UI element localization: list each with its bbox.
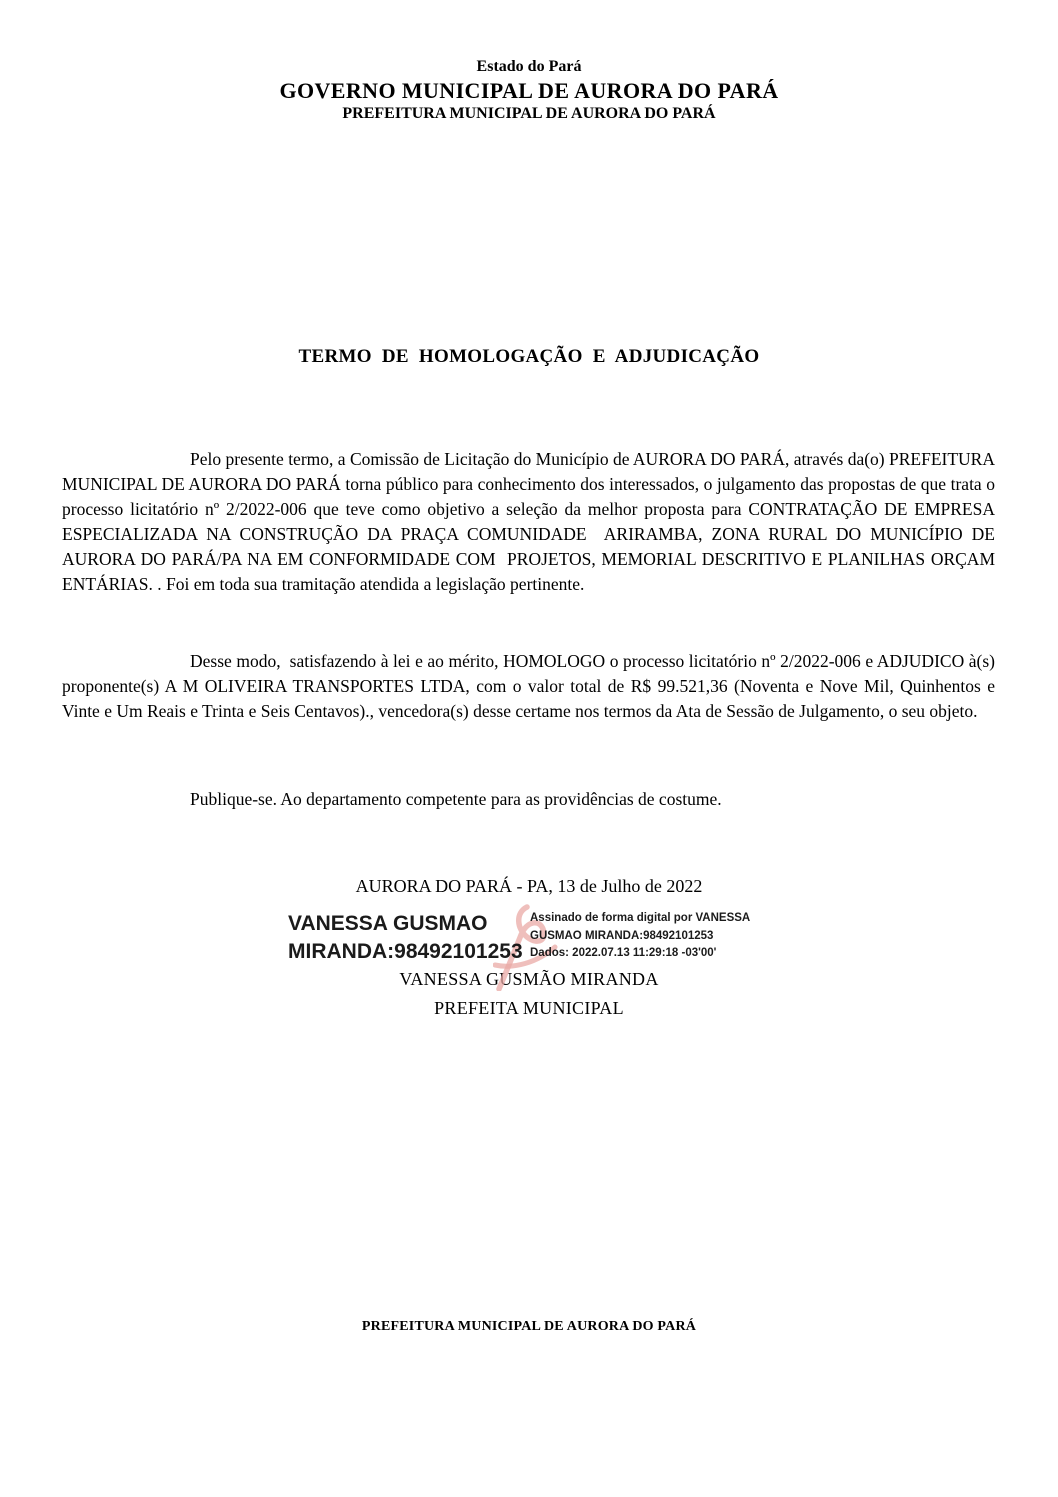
document-title: TERMO DE HOMOLOGAÇÃO E ADJUDICAÇÃO xyxy=(298,345,760,367)
paragraph-homologation: Desse modo, satisfazendo à lei e ao mérito, HOMOLOGO o processo licitatório nº 2/2022-006 e ADJUDICO à(s) proponente(s) A M OLIVEIRA TRANSPORTES LTDA, com o valor total de R$ 99.521,36 (Noventa e Nove Mil, Quinhentos e Vinte e Um Reais e Trinta e Seis Centavos)., vencedora(s) desse certame nos termos da Ata de Sessão de Julgamento, o seu objeto. xyxy=(62,651,1000,721)
paragraph-intro: Pelo presente termo, a Comissão de Licitação do Município de AURORA DO PARÁ, através da(o) PREFEITURA MUNICIPAL DE AURORA DO PARÁ torna público para conhecimento dos interessados, o julgamento das propostas de que trata o processo licitatório nº 2/2022-006 que teve como objetivo a seleção da melhor proposta para CONTRATAÇÃO DE EMPRESA ESPECIALIZADA NA CONSTRUÇÃO DA PRAÇA COMUNIDADE ARIRAMBA, ZONA RURAL DO MUNICÍPIO DE AURORA DO PARÁ/PA NA EM CONFORMIDADE COM PROJETOS, MEMORIAL DESCRITIVO E PLANILHAS ORÇAM ENTÁRIAS. . Foi em toda sua tramitação atendida a legislação pertinente. xyxy=(62,449,1000,594)
signature-details-line3: Dados: 2022.07.13 11:29:18 -03'00' xyxy=(530,947,717,959)
signature-certificate-name-line2: MIRANDA:98492101253 xyxy=(288,940,523,963)
letterhead-government: GOVERNO MUNICIPAL DE AURORA DO PARÁ xyxy=(279,78,779,103)
date-line: AURORA DO PARÁ - PA, 13 de Julho de 2022 xyxy=(355,876,703,896)
page-footer: PREFEITURA MUNICIPAL DE AURORA DO PARÁ xyxy=(361,1319,697,1334)
letterhead-state: Estado do Pará xyxy=(476,58,582,75)
signature-details xyxy=(530,910,750,963)
signature-details-line1: Assinado de forma digital por VANESSA xyxy=(530,912,751,924)
signer-role: PREFEITA MUNICIPAL xyxy=(434,998,624,1018)
signature-certificate-name xyxy=(288,910,523,966)
letterhead-prefecture: PREFEITURA MUNICIPAL DE AURORA DO PARÁ xyxy=(342,105,716,122)
letterhead xyxy=(0,57,1058,124)
paragraph-publish: Publique-se. Ao departamento competente para as providências de costume. xyxy=(190,789,722,809)
signature-details-line2: GUSMAO MIRANDA:98492101253 xyxy=(530,929,714,942)
signature-certificate-name-line1: VANESSA GUSMAO xyxy=(288,912,488,935)
signer-printed-name: VANESSA GUSMÃO MIRANDA xyxy=(399,969,659,989)
